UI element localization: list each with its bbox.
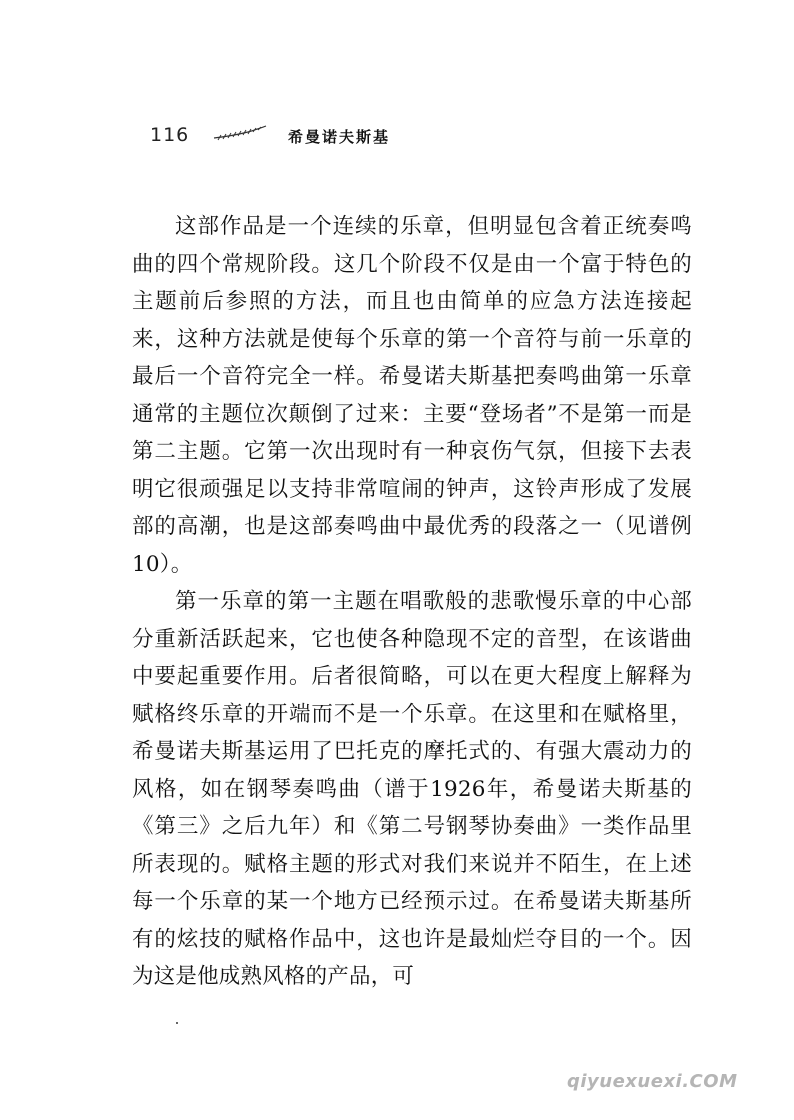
page-number: 116 [150, 124, 190, 146]
feather-ornament-icon [212, 124, 268, 146]
paragraph-1: 这部作品是一个连续的乐章，但明显包含着正统奏鸣曲的四个常规阶段。这几个阶段不仅是由一个富于特色的主题前后参照的方法，而且也由简单的应急方法连接起来，这种方法就是使每个乐章的第一个音符与前一乐章的最后一个音符完全一样。希曼诺夫斯基把奏鸣曲第一乐章通常的主题位次颠倒了过来：主要“登场者”不是第一而是第二主题。它第一次出现时有一种哀伤气氛，但接下去表明它很顽强足以支持非常喧闹的钟声，这铃声形成了发展部的高潮，也是这部奏鸣曲中最优秀的段落之一（见谱例10）。 [132, 214, 692, 577]
body-text [132, 208, 692, 996]
page-header [150, 124, 450, 154]
running-title: 希曼诺夫斯基 [288, 128, 391, 146]
paragraph-2: 第一乐章的第一主题在唱歌般的悲歌慢乐章的中心部分重新活跃起来，它也使各种隐现不定的音型，在该谐曲中要起重要作用。后者很简略，可以在更大程度上解释为赋格终乐章的开端而不是一个乐章。在这里和在赋格里，希曼诺夫斯基运用了巴托克的摩托式的、有强大震动力的风格，如在钢琴奏鸣曲（谱于1926年，希曼诺夫斯基的《第三》之后九年）和《第二号钢琴协奏曲》一类作品里所表现的。赋格主题的形式对我们来说并不陌生，在上述每一个乐章的某一个地方已经预示过。在希曼诺夫斯基所有的炫技的赋格作品中，这也许是最灿烂夺目的一个。因为这是他成熟风格的产品，可 [132, 589, 692, 989]
site-watermark: qiyuexuexi.COM [567, 1071, 738, 1092]
print-speck [176, 1022, 178, 1024]
